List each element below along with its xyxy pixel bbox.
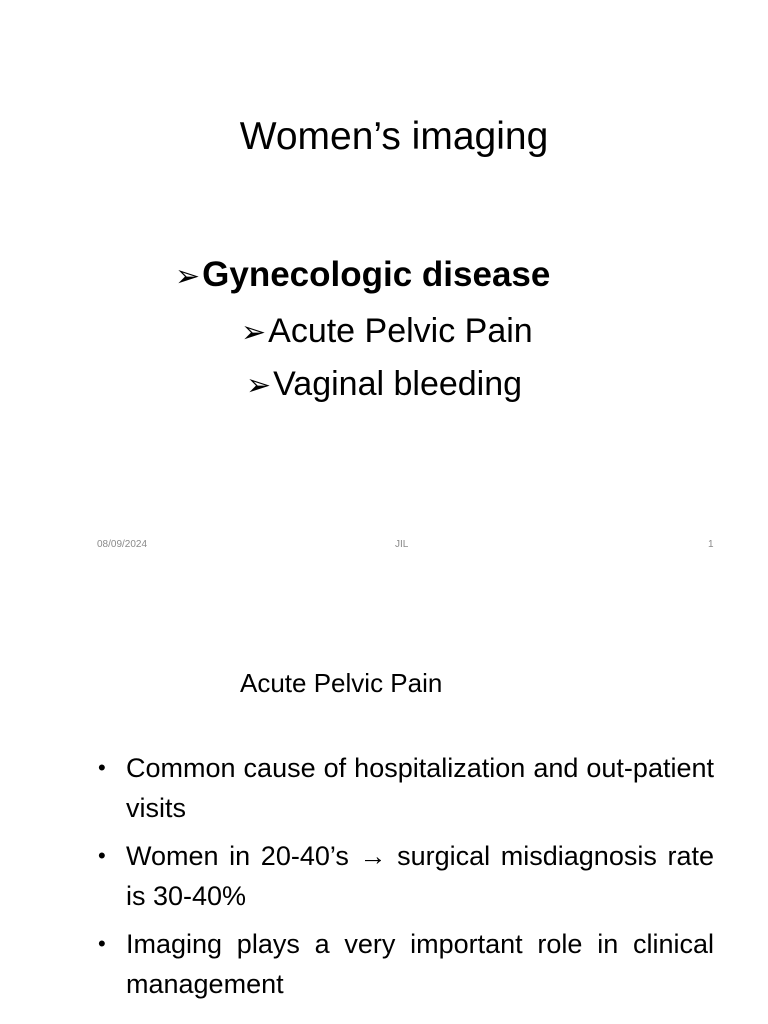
list-item [96, 924, 714, 1004]
arrow-bullet-icon: ➢ [175, 260, 201, 293]
bullet-dot-icon: • [98, 755, 106, 780]
bullet-list [96, 748, 714, 1012]
list-item [96, 836, 714, 916]
outline-item-label: Acute Pelvic Pain [268, 312, 533, 350]
footer-author: JIL [395, 539, 409, 550]
arrow-bullet-icon: ➢ [246, 369, 272, 402]
footer-page-number: 1 [708, 539, 714, 550]
bullet-text: Women in 20-40’s → surgical misdiagnosis rate is 30-40% [126, 841, 714, 911]
slide-title: Acute Pelvic Pain [240, 668, 443, 698]
outline-item-label: Vaginal bleeding [273, 365, 523, 403]
footer-date: 08/09/2024 [97, 539, 148, 550]
bullet-dot-icon: • [98, 843, 106, 868]
outline-item-acute-pelvic-pain [241, 309, 533, 355]
list-item [96, 748, 714, 828]
outline-item-gynecologic-disease [175, 253, 550, 299]
bullet-dot-icon: • [98, 931, 106, 956]
slide-2 [0, 576, 768, 1024]
arrow-bullet-icon: ➢ [241, 316, 267, 349]
slide-title: Women’s imaging [239, 115, 549, 158]
bullet-text: Common cause of hospitalization and out-patient visits [126, 753, 714, 823]
bullet-text: Imaging plays a very important role in clinical management [126, 929, 714, 999]
outline-item-label: Gynecologic disease [202, 255, 551, 294]
outline-item-vaginal-bleeding [246, 362, 522, 408]
